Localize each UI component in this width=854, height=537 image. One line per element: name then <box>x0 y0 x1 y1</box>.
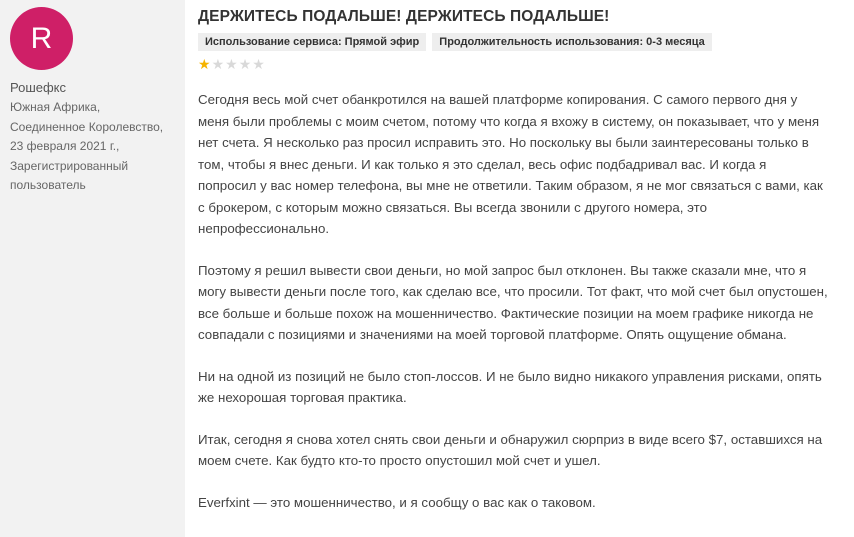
review-title: ДЕРЖИТЕСЬ ПОДАЛЬШЕ! ДЕРЖИТЕСЬ ПОДАЛЬШЕ! <box>198 8 610 25</box>
star-filled-icon: ★ <box>198 56 211 72</box>
star-empty-icon: ★ <box>238 56 252 72</box>
review-tags <box>198 33 854 51</box>
reviewer-meta <box>10 98 185 196</box>
reviewer-name[interactable]: Рошефкс <box>10 80 67 95</box>
star-empty-icon: ★ <box>225 56 238 72</box>
review-body <box>185 0 854 537</box>
avatar[interactable]: R <box>10 7 73 70</box>
reviewer-location-region: Соединенное Королевство, <box>10 119 164 134</box>
tag-duration: Продолжительность использования: 0-3 месяца <box>432 33 712 51</box>
review-date: 23 февраля 2021 г., <box>10 139 120 153</box>
reviewer-status: Зарегистрированный <box>10 158 129 173</box>
review-paragraph: Поэтому я решил вывести свои деньги, но мой запрос был отклонен. Вы также сказали мне, что я могу вывести деньги после того, как сделаю все, что просили. Тот факт, что мой счет был опустошен, все больше и больше похож на мошенничество. Фактические позиции на моем графике никогда не совпадали с позициями и значениями на моей торговой платформе. Опять ощущение обмана. <box>198 262 828 342</box>
review-text <box>198 89 854 513</box>
review-paragraph: Ни на одной из позиций не было стоп-лоссов. И не было видно никакого управления рисками, опять же нехорошая торговая практика. <box>198 368 822 405</box>
tag-service: Использование сервиса: Прямой эфир <box>198 33 426 51</box>
review-paragraph: Сегодня весь мой счет обанкротился на вашей платформе копирования. С самого первого дня у меня были проблемы с моим счетом, потому что когда я вхожу в систему, он показывает, что у меня нет счета. Я несколько раз просил исправить это. Но поскольку вы были заинтересованы только в том, чтобы я внес деньги. И как только я это сделал, весь офис подбадривал вас. И когда я попросил у вас номер телефона, вы мне не ответили. Таким образом, я не мог связаться с вами, как с брокером, с которым можно связаться. Вы всегда звонили с другого номера, это непрофессионально. <box>198 92 823 236</box>
reviewer-location-country: Южная Африка, <box>10 100 101 114</box>
reviewer-sidebar <box>0 0 185 537</box>
review-paragraph: Итак, сегодня я снова хотел снять свои деньги и обнаружил сюрприз в виде всего $7, оставшихся на моем счете. Как будто кто-то просто опустошил мой счет и ушел. <box>198 431 823 468</box>
reviewer-status-cont: пользователь <box>10 178 86 192</box>
star-rating <box>198 57 854 71</box>
review-paragraph: Everfxint — это мошенничество, и я сообщу о вас как о таковом. <box>198 494 596 510</box>
star-empty-icon: ★ <box>211 56 225 72</box>
star-empty-icon: ★ <box>252 56 265 72</box>
